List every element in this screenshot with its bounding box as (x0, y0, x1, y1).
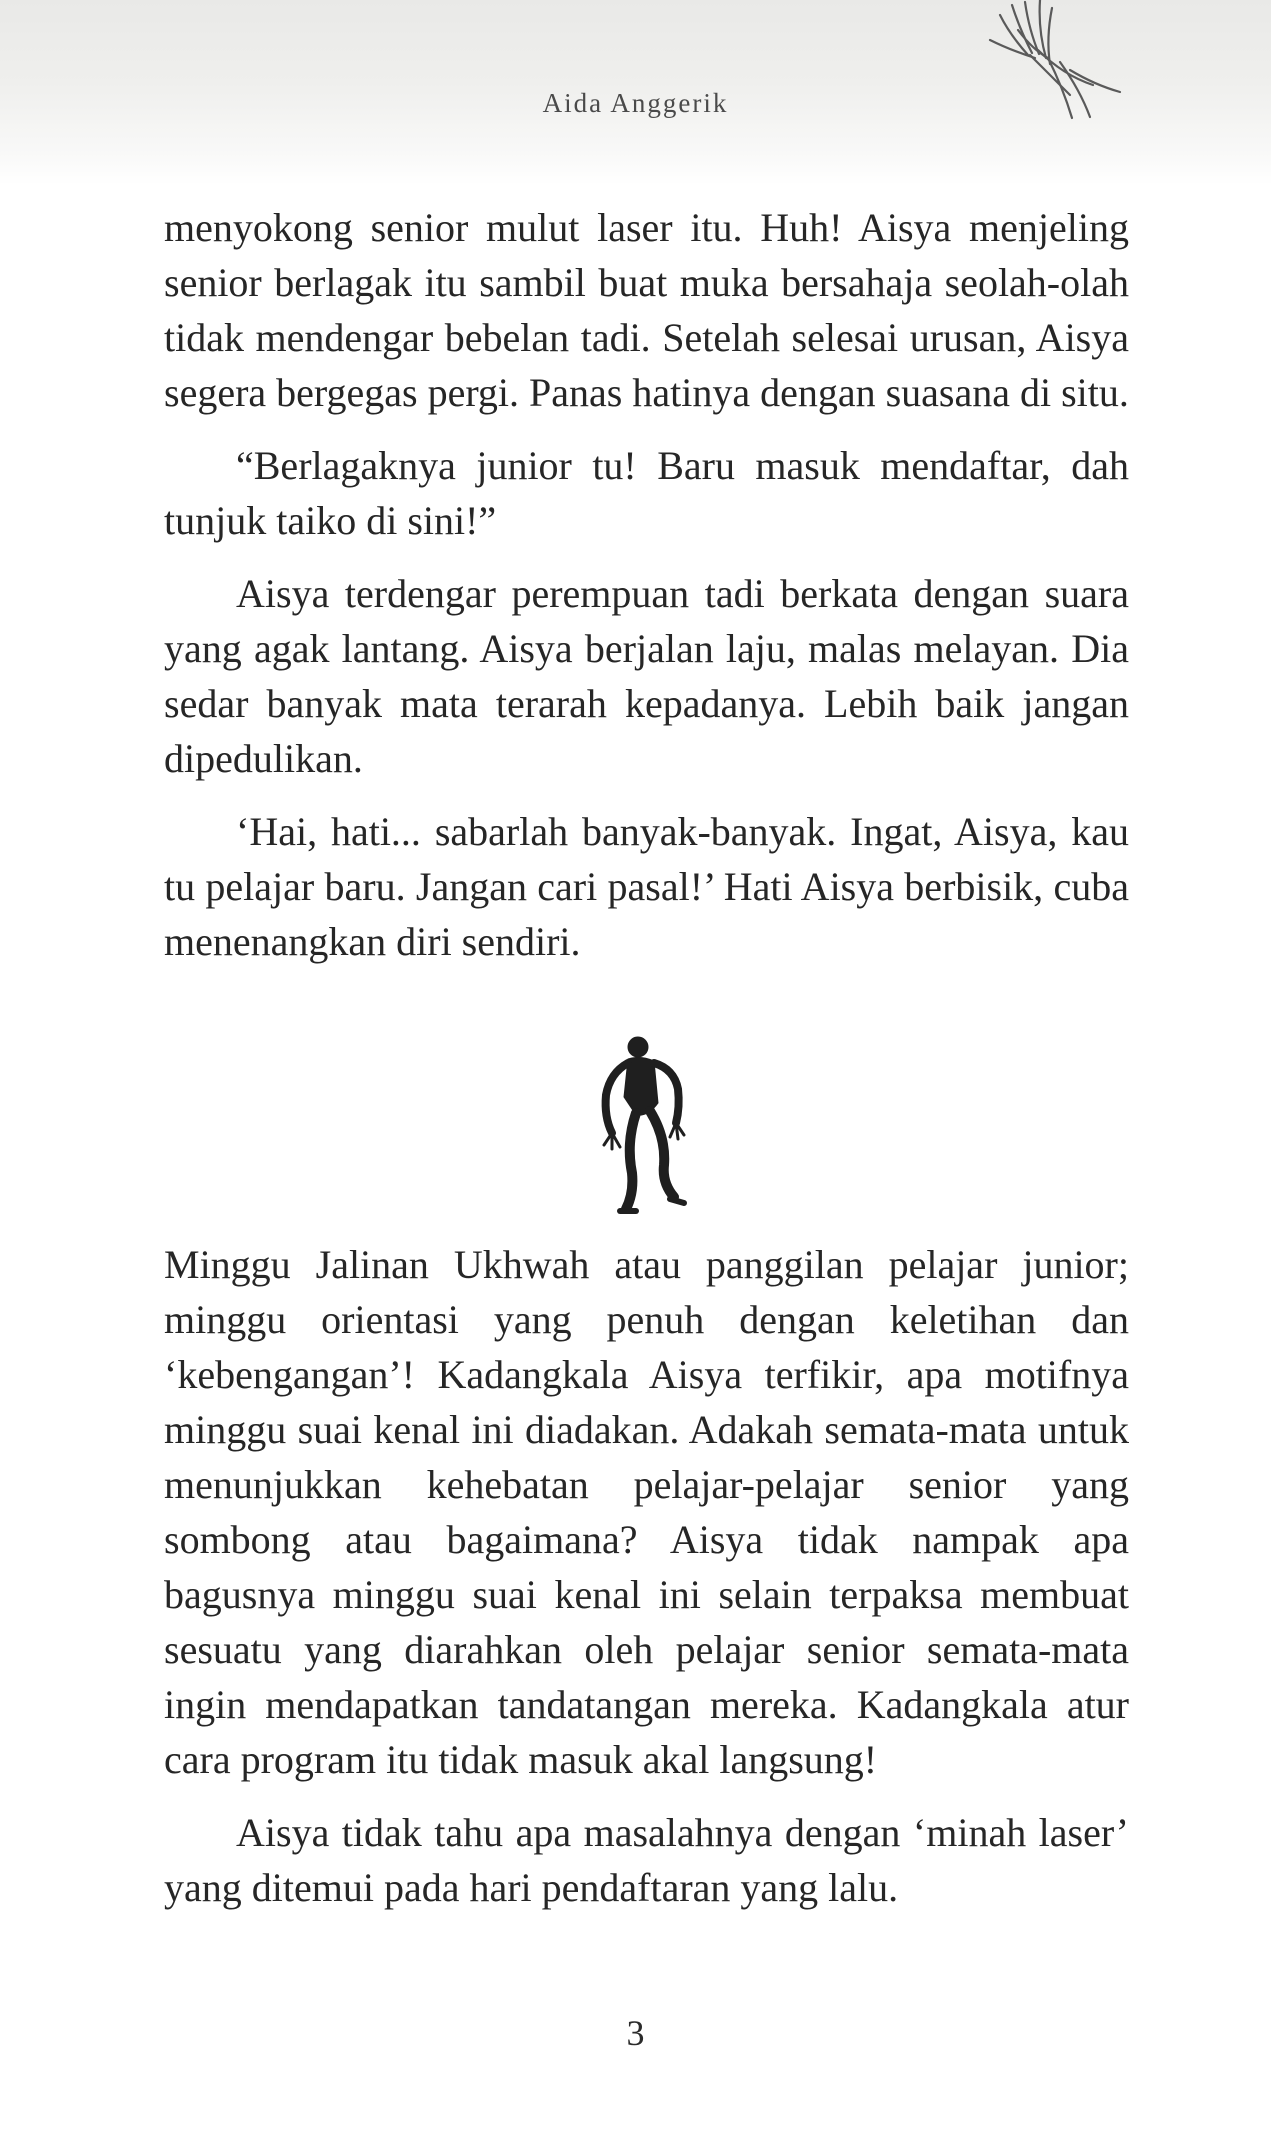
paragraph: Aisya terdengar perempuan tadi berkata dengan suara yang agak lantang. Aisya berjalan laju, malas melayan. Dia sedar banyak mata terarah kepadanya. Lebih baik jangan dipedulikan. (164, 571, 1129, 781)
paragraph: Minggu Jalinan Ukhwah atau panggilan pelajar junior; minggu orientasi yang penuh dengan keletihan dan ‘kebengangan’! Kadangkala Aisya terfikir, apa motifnya minggu suai kenal ini diadakan. Adakah semata-mata untuk menunjukkan kehebatan pelajar-pelajar senior yang sombong atau bagaimana? Aisya tidak nampak apa bagusnya minggu suai kenal ini selain terpaksa membuat sesuatu yang diarahkan oleh pelajar senior semata-mata ingin mendapatkan tandatangan mereka. Kadangkala atur cara program itu tidak masuk akal langsung! (164, 1242, 1129, 1782)
running-head-author: Aida Anggerik (542, 88, 729, 118)
body-text-section-2 (164, 1237, 1129, 1933)
paragraph: “Berlagaknya junior tu! Baru masuk mendaftar, dah tunjuk taiko di sini!” (164, 443, 1129, 543)
body-text-section-1 (164, 200, 1129, 987)
grass-sketch-ornament (960, 0, 1140, 140)
paragraph: Aisya tidak tahu apa masalahnya dengan ‘minah laser’ yang ditemui pada hari pendaftaran yang lalu. (164, 1810, 1129, 1910)
page-number: 3 (626, 2013, 645, 2053)
paragraph: ‘Hai, hati... sabarlah banyak-banyak. Ingat, Aisya, kau tu pelajar baru. Jangan cari pasal!’ Hati Aisya berbisik, cuba menenangkan diri sendiri. (164, 809, 1129, 964)
paragraph: menyokong senior mulut laser itu. Huh! Aisya menjeling senior berlagak itu sambil buat muka bersahaja seolah-olah tidak mendengar bebelan tadi. Setelah selesai urusan, Aisya segera bergegas pergi. Panas hatinya dengan suasana di situ. (164, 205, 1129, 415)
dancing-figure-ornament (570, 1033, 720, 1218)
